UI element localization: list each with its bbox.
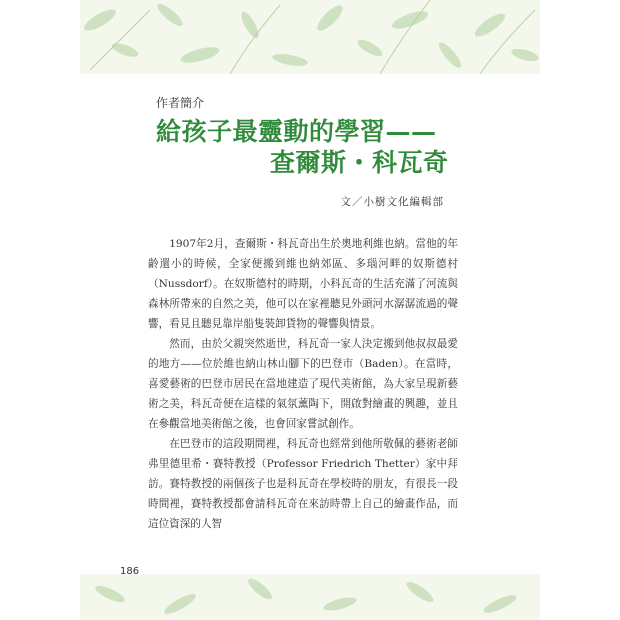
byline: 文／小樹文化編輯部 [340,196,444,208]
book-page [80,0,540,620]
paragraph: 然而，由於父親突然逝世，科瓦奇一家人決定搬到他叔叔最愛的地方——位於維也納山林山腳下的巴登市（Baden）。在當時，喜愛藝術的巴登市居民在當地建造了現代美術館，為大家呈現新藝術之美，科瓦奇便在這樣的氣氛薰陶下，開啟對繪畫的興趣，並且在參觀當地美術館之後，也會回家嘗試創作。 [148,338,458,430]
leaf-pattern-icon [80,574,540,620]
page-number: 186 [120,566,140,577]
section-label: 作者簡介 [156,96,205,110]
paragraph: 在巴登市的這段期間裡，科瓦奇也經常到他所敬佩的藝術老師弗里德里希・賽特教授（Professor Friedrich Thetter）家中拜訪。賽特教授的兩個孩子也是科瓦奇在學校時的朋友，有很長一段時間裡，賽特教授都會請科瓦奇在來訪時帶上自己的繪畫作品，而這位資深的人智 [148,438,458,530]
body-text [148,234,458,534]
botanical-header-band [80,0,540,74]
paragraph: 1907年2月，查爾斯・科瓦奇出生於奧地利維也納。當他的年齡還小的時候，全家便搬到維也納郊區、多瑙河畔的奴斯德村（Nussdorf）。在奴斯德村的時期，小科瓦奇的生活充滿了河流與森林所帶來的自然之美，他可以在家裡聽見外頭河水潺潺流過的聲響，看見且聽見靠岸船隻裝卸貨物的聲響與情景。 [148,238,458,330]
botanical-footer-band [80,574,540,620]
chapter-title-line2: 查爾斯・科瓦奇 [270,148,449,177]
leaf-pattern-icon [80,0,540,74]
chapter-title-line1: 給孩子最靈動的學習—— [156,117,437,146]
